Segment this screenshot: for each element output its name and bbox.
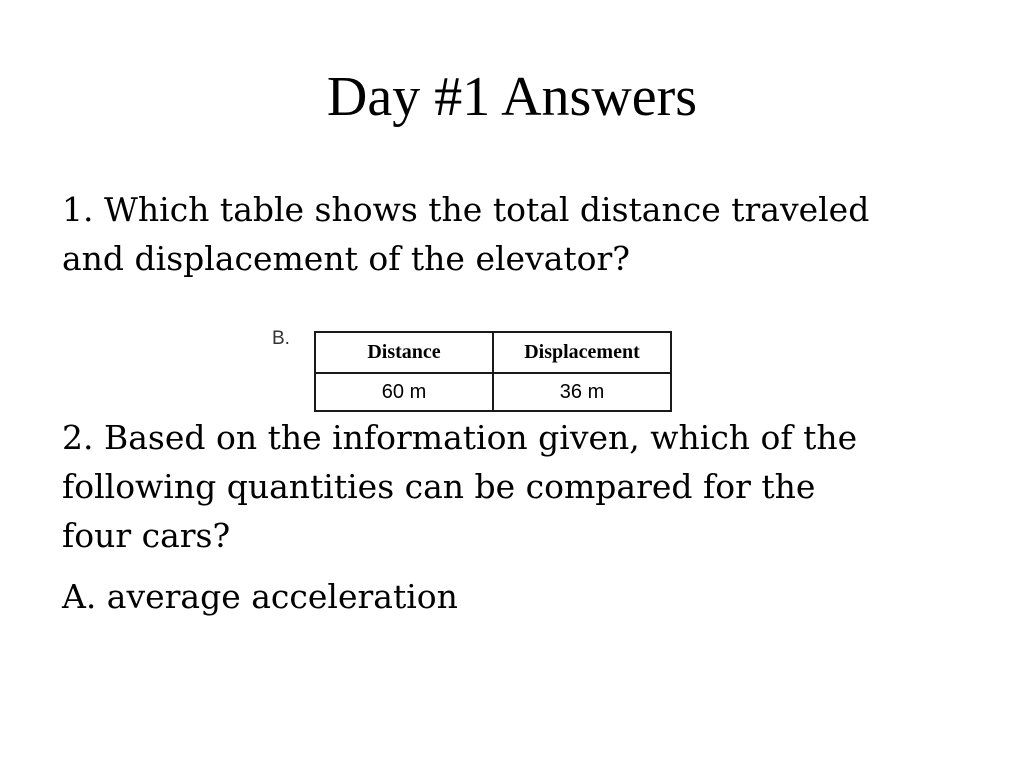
question-1: [62, 185, 1020, 283]
question-1-line-1: 1. Which table shows the total distance traveled: [62, 190, 870, 229]
answer-table: [314, 331, 672, 412]
answer-1-table-image: [270, 328, 680, 418]
question-2-line-2: following quantities can be compared for the: [62, 467, 816, 506]
table-row: [315, 373, 671, 411]
option-letter: B.: [272, 328, 290, 349]
question-2: [62, 413, 1020, 560]
question-2-line-3: four cars?: [62, 516, 231, 555]
table-cell-displacement: 36 m: [493, 373, 671, 411]
answer-2: [62, 572, 982, 621]
table-header-displacement: Displacement: [493, 332, 671, 373]
question-2-line-1: 2. Based on the information given, which of the: [62, 418, 858, 457]
table-cell-distance: 60 m: [315, 373, 493, 411]
table-header-row: [315, 332, 671, 373]
question-1-line-2: and displacement of the elevator?: [62, 239, 630, 278]
answer-2-text: A. average acceleration: [62, 577, 458, 616]
slide-title: Day #1 Answers: [326, 66, 698, 128]
table-header-distance: Distance: [315, 332, 493, 373]
